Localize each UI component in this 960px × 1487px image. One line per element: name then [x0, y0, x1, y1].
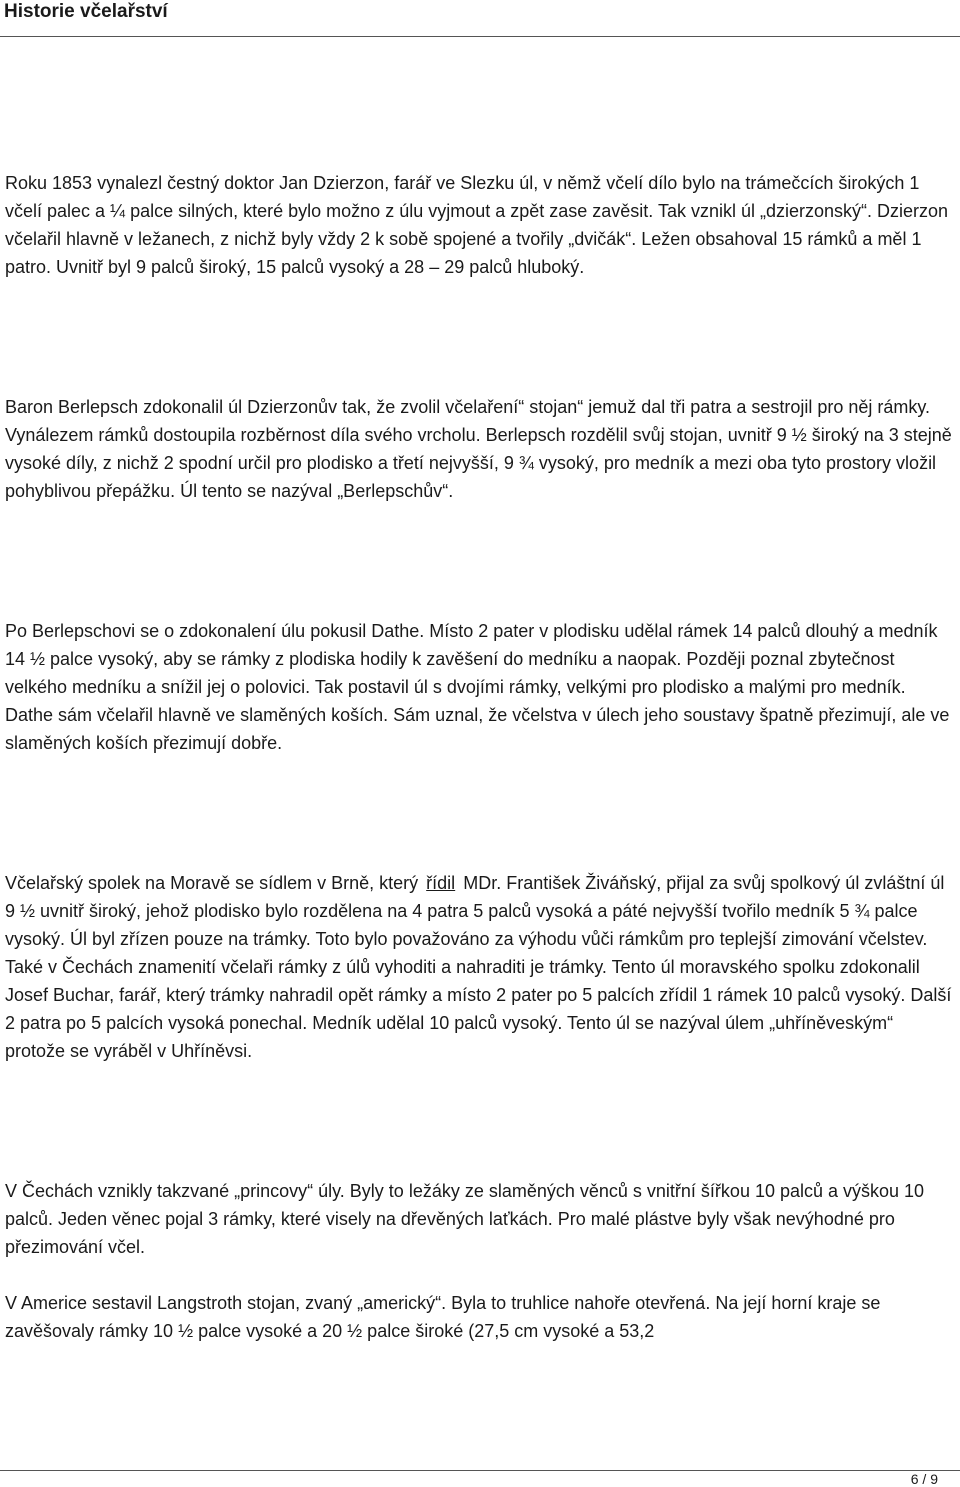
paragraph-dzierzon: Roku 1853 vynalezl čestný doktor Jan Dzierzon, farář ve Slezku úl, v němž včelí dílo bylo na trámečcích širokých 1 včelí palec a ¼ palce silných, které bylo možno z úlu vyjmout a zpět zase zavěsit. Tak vznikl úl „dzierzonský“. Dzierzon včelařil hlavně v ležanech, z nichž byly vždy 2 k sobě spojené a tvořily „dvičák“. Ležen obsahoval 15 rámků a měl 1 patro. Uvnitř byl 9 palců široký, 15 palců vysoký a 28 – 29 palců hluboký.: [5, 173, 949, 277]
paragraph-dathe: Po Berlepschovi se o zdokonalení úlu pokusil Dathe. Místo 2 pater v plodisku udělal rámek 14 palců dlouhý a medník 14 ½ palce vysoký, aby se rámky z plodiska hodily k zavěšení do medníku a naopak. Později poznal zbytečnost velkého medníku a snížil jej o polovici. Tak postavil úl s dvojími rámky, velkými pro plodisko a malými pro medník. Dathe sám včelařil hlavně ve slaměných koších. Sám uznal, že včelstva v úlech jeho soustavy špatně přezimují, ale ve slaměných koších přezimují dobře.: [5, 621, 950, 753]
paragraph-langstroth: V Americe sestavil Langstroth stojan, zvaný „americký“. Byla to truhlice nahoře otevřená. Na její horní kraje se zavěšovaly rámky 10 ½ palce vysoké a 20 ½ palce široké (27,5 cm vysoké a 53,2: [5, 1293, 881, 1341]
footer-divider: [0, 1470, 960, 1471]
paragraph-berlepsch: Baron Berlepsch zdokonalil úl Dzierzonův tak, že zvolil včelaření“ stojan“ jemuž dal tři patra a sestrojil pro něj rámky. Vynálezem rámků dostoupila rozběrnost díla svého vrcholu. Berlepsch rozdělil svůj stojan, uvnitř 9 ½ široký na 3 stejně vysoké díly, z nichž 2 spodní určil pro plodisko a třetí nejvyšší, 9 ¾ vysoký, pro medník a mezi oba tyto prostory vložil pohyblivou přepážku. Úl tento se nazýval „Berlepschův“.: [5, 397, 952, 501]
paragraph-princovy-hives: V Čechách vznikly takzvané „princovy“ úly. Byly to ležáky ze slaměných věnců s vnitřní šířkou 10 palců a výškou 10 palců. Jeden věnec pojal 3 rámky, které visely na dřevěných laťkách. Pro malé plástve byly však nevýhodné pro přezimování včel.: [5, 1181, 925, 1257]
page-number: 6 / 9: [910, 1471, 938, 1487]
paragraph-text-end: MDr. František Živáňský, přijal za svůj spolkový úl zvláštní úl 9 ½ uvnitř široký, jehož plodisko bylo rozdělena na 4 patra 5 palců vysoká a páté nejvyšší tvořilo medník 5 ¾ palce vysoký. Úl byl zřízen pouze na trámky. Toto bylo považováno za výhodu vůči rámkům pro teplejší zimování včelstev. Také v Čechách znamenití včelaři rámky z úlů vyhoditi a nahraditi je trámky. Tento úl moravského spolku zdokonalil Josef Buchar, farář, který trámky nahradil opět rámky a místo 2 pater po 5 palcích zřídil 1 rámek 10 palců vysoký. Další 2 patra po 5 palcích vysoká ponechal. Medník udělal 10 palců vysoký. Tento úl se nazýval úlem „uhříněveským“ protože se vyráběl v Uhříněvsi.: [5, 873, 952, 1061]
page-header: [0, 0, 960, 38]
paragraph-text-start: Včelařský spolek na Moravě se sídlem v Brně, který: [5, 873, 419, 893]
paragraph-moravian-hive: [5, 869, 955, 1065]
header-divider: [0, 36, 960, 37]
ridil-link[interactable]: řídil: [426, 873, 456, 893]
document-title: Historie včelařství: [4, 1, 168, 22]
